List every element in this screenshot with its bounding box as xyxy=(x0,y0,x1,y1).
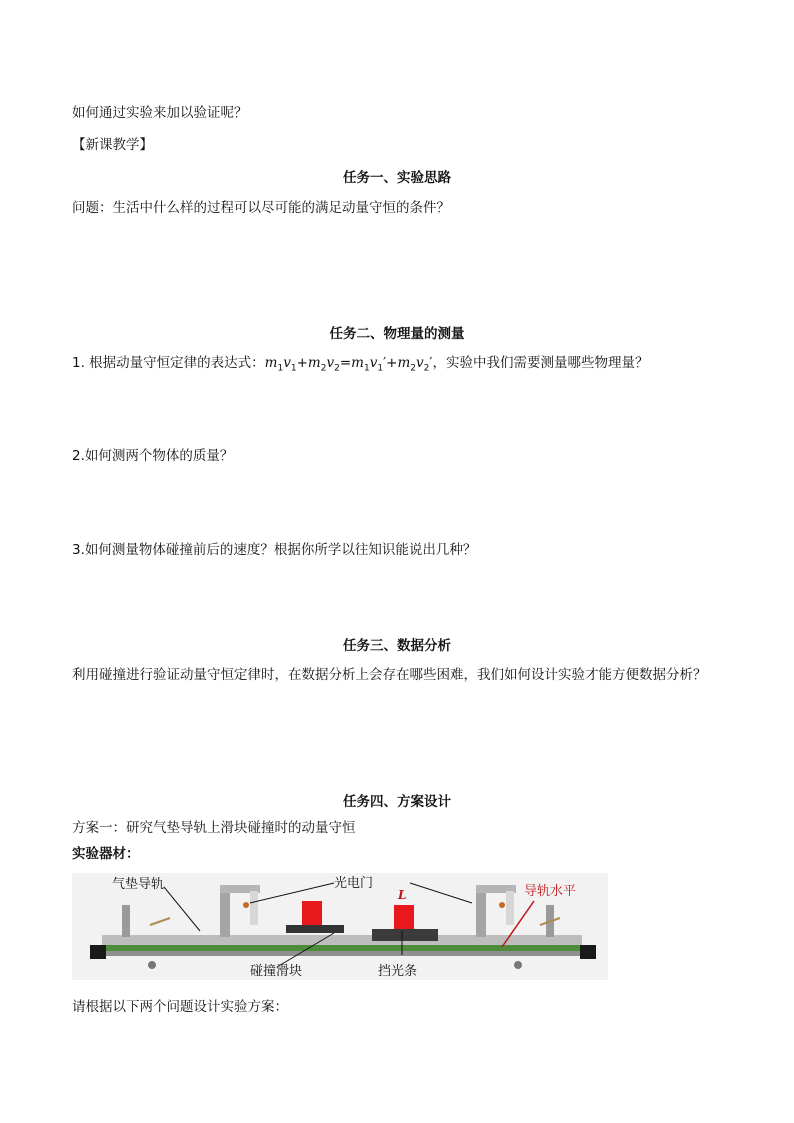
label-length-L: L xyxy=(398,888,407,902)
plan1-text: 方案一：研究气垫导轨上滑块碰撞时的动量守恒 xyxy=(72,820,356,836)
right-photogate-post xyxy=(476,891,486,937)
right-slider xyxy=(372,929,438,941)
label-photogate: 光电门 xyxy=(334,876,374,891)
left-slider xyxy=(286,925,344,933)
left-foot xyxy=(148,961,156,969)
left-shade-block xyxy=(302,901,322,925)
closing-text: 请根据以下两个问题设计实验方案： xyxy=(72,999,288,1015)
left-photogate-sensor xyxy=(243,902,249,908)
task2-question-1 xyxy=(72,354,648,378)
task2-question-3: 3.如何测量物体碰撞前后的速度？根据你所学以往知识能说出几种？ xyxy=(72,542,477,558)
task3-question: 利用碰撞进行验证动量守恒定律时，在数据分析上会存在哪些困难，我们如何设计实验才能方便数据分析？ xyxy=(72,667,707,683)
track-bottom xyxy=(102,951,582,956)
task4-title: 任务四、方案设计 xyxy=(343,794,451,810)
right-photogate-side xyxy=(506,891,514,925)
task1-question: 问题：生活中什么样的过程可以尽可能的满足动量守恒的条件？ xyxy=(72,200,450,216)
task2-title: 任务二、物理量的测量 xyxy=(329,326,465,342)
left-end-stand xyxy=(122,905,130,937)
right-foot xyxy=(514,961,522,969)
q1-suffix: ，实验中我们需要测量哪些物理量？ xyxy=(432,355,649,371)
label-track-level: 导轨水平 xyxy=(524,884,577,899)
right-shade-block xyxy=(394,905,414,929)
air-track-diagram xyxy=(72,873,608,980)
label-air-track: 气垫导轨 xyxy=(112,877,165,892)
task1-title: 任务一、实验思路 xyxy=(343,170,451,186)
q1-prefix: 1. 根据动量守恒定律的表达式： xyxy=(72,355,265,371)
left-end-block xyxy=(90,945,106,959)
equipment-label: 实验器材： xyxy=(72,846,140,862)
right-photogate-sensor xyxy=(499,902,505,908)
left-photogate-post xyxy=(220,891,230,937)
new-lesson-heading: 【新课教学】 xyxy=(72,137,153,153)
label-collision-slider: 碰撞滑块 xyxy=(250,964,303,979)
green-rail xyxy=(102,945,582,951)
intro-text: 如何通过实验来加以验证呢？ xyxy=(72,105,248,121)
label-shade-strip: 挡光条 xyxy=(378,964,418,979)
task2-question-2: 2.如何测两个物体的质量？ xyxy=(72,448,234,464)
right-end-block xyxy=(580,945,596,959)
task3-title: 任务三、数据分析 xyxy=(343,638,451,654)
momentum-formula: $m_1v_1+m_2v_2=m_1v_1'+m_2v_2'$ xyxy=(264,355,433,374)
left-photogate-side xyxy=(250,891,258,925)
